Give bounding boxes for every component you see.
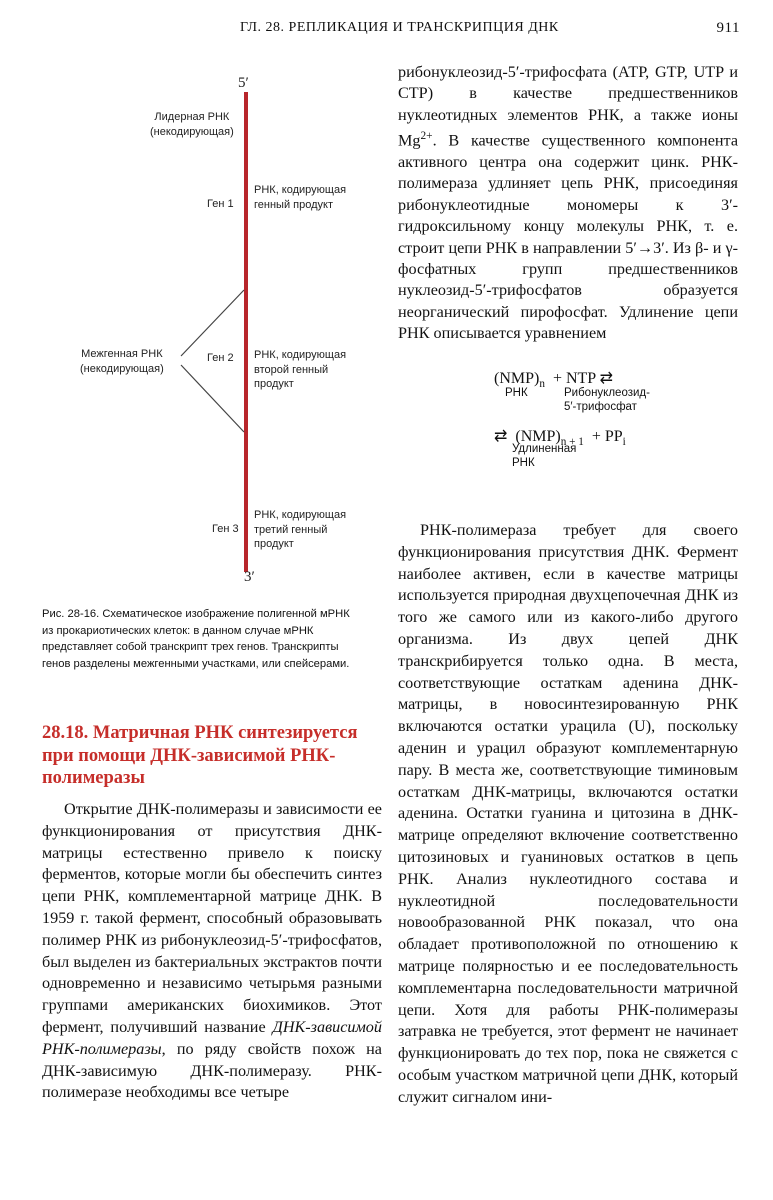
left-p-part2: , по ряду свойств похож на ДНК-зависимую ДНК-полимеразу. РНК-полимеразе необходимы все четыре [42,1039,382,1102]
running-title: ГЛ. 28. РЕПЛИКАЦИЯ И ТРАНСКРИПЦИЯ ДНК [240,20,559,35]
intergenic-pointer-lower [181,365,244,432]
five-prime-label: 5′ [238,75,249,91]
right-p1-part2: . В качестве существенного компонента активного центра она содержит цинк. РНК-полимераза удлиняет цепь РНК, присоединяя рибонуклеотидные мономеры к 3′-гидроксильному концу молекулы РНК, т. е. строит цепи РНК в направлении 5′→3′. Из β- и γ-фосфатных групп предшественников нуклеозид-5′-трифосфатов образуется неорганический пирофосфат. Удлинение цепи РНК описывается уравнением [398,131,738,343]
eq-sub-n: n [539,378,545,391]
right-paragraph-1 [398,62,738,345]
eq-rna-label: РНК [505,387,528,399]
left-p-part1: Открытие ДНК-полимеразы и зависимости ее функционирования от присутствия ДНК-матрицы естественно привело к поиску ферментов, которые могли бы обеспечить синтез цепи РНК, комплементарной матрице ДНК. В 1959 г. такой фермент, способный образовывать полимер РНК из рибонуклеозид-5′-трифосфатов, был выделен из бактериальных экстрактов почти одновременно и независимо четырьмя разными группами американских биохимиков. Этот фермент, получивший название [42,800,382,1036]
leader-rna-label: Лидерная РНК (некодирующая) [150,111,234,138]
eq-plus-pp: + PP [591,428,623,445]
eq-plus-ntp: + NTP ⇄ [552,370,613,387]
gene3-label: Ген 3 [212,523,239,535]
eq-sub-n1: n + 1 [560,436,584,449]
section-title: 28.18. Матричная РНК синтезируется при помощи ДНК-зависимой РНК-полимеразы [42,723,358,788]
gene2-label: Ген 2 [207,352,234,364]
gene3-desc: РНК, кодирующая третий генный продукт [254,509,347,550]
eq-arrow: ⇄ [494,428,508,445]
eq-sub-i: i [622,436,626,449]
gene1-label: Ген 1 [207,198,234,210]
right-p1-part1: рибонуклеозид-5′-трифосфата (АТР, GTP, UTP и СТР) в качестве предшественников нуклеотидных элементов РНК, а также ионы Mg [398,63,738,150]
left-paragraph [42,799,382,1104]
eq-nmp: (NMP) [494,370,540,387]
intergenic-pointer-upper [181,290,244,356]
three-prime-label: 3′ [244,569,255,585]
eq-ribonucleoside-label: Рибонуклеозид- 5′-трифосфат [564,387,650,413]
intergenic-rna-label: Межгенная РНК (некодирующая) [80,348,164,375]
figure-caption: Рис. 28-16. Схематическое изображение полигенной мРНК из прокариотических клеток: в данном случае мРНК представляет собой транскрипт трех генов. Транскрипты генов разделены межгенными участками, или спейсерами. [42,608,350,670]
mg-charge-superscript: 2+ [420,130,433,143]
gene2-desc: РНК, кодирующая второй генный продукт [254,349,347,390]
page-number: 911 [716,20,740,36]
eq-nmp2: (NMP) [515,428,561,445]
right-paragraph-2: РНК-полимераза требует для своего функционирования присутствия ДНК. Фермент наиболее активен, если в качестве матрицы используется природная двухцепочечная ДНК из того же самого или из какого-либо другого организма. Из двух цепей ДНК транскрибируется только одна. В места, соответствующие остаткам аденина ДНК-матрицы, в новосинтезированную РНК включаются остатки урацила (U), поскольку аденин и урацил образуют комплементарную пару. В места же, соответствующие тиминовым остаткам ДНК-матрицы, включаются остатки аденина. Остатки гуанина и цитозина в ДНК-матрице определяют включение соответственно цитозиновых и гуаниновых остатков в цепь РНК. Анализ нуклеотидного состава и нуклеотидной последовательности новообразованной РНК показал, что она обладает противоположной по отношению к матрице полярностью и ее последовательность комплементарна последовательности матричной цепи. Хотя для работы РНК-полимеразы затравка не требуется, этот фермент не начинает функционировать до тех пор, пока не свяжется с особым участком матричной цепи ДНК, который служит сигналом ини- [398,521,738,1106]
left-p-emphasis: ДНК-зависимой РНК-полимеразы [42,1017,382,1058]
gene1-desc: РНК, кодирующая генный продукт [254,184,347,211]
eq-elongated-label: Удлиненная РНК [512,443,577,469]
right-paragraph-1-text [398,62,738,345]
